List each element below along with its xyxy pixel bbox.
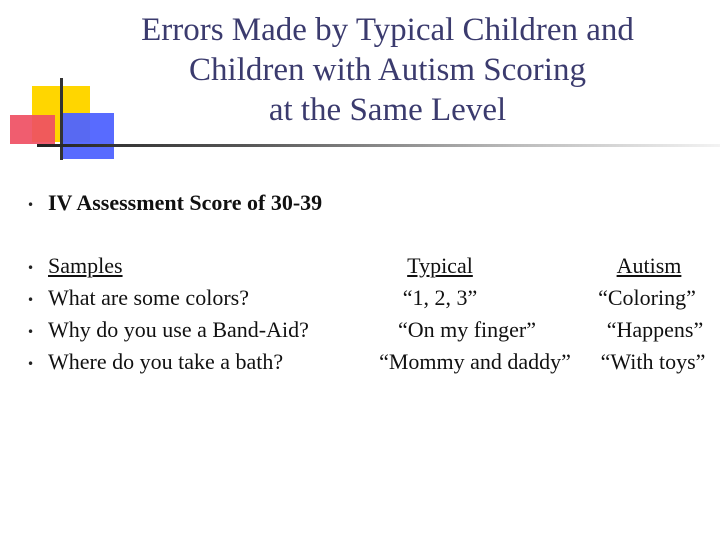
autism-answer: “Coloring” <box>598 285 696 310</box>
slide-title <box>90 10 685 130</box>
slide-title-line-3: at the Same Level <box>268 92 507 128</box>
autism-column-header: Autism <box>616 253 682 278</box>
autism-answer: “Happens” <box>606 317 704 342</box>
bullet-icon: • <box>27 198 35 212</box>
typical-answer: “On my finger” <box>397 317 537 342</box>
typical-column-header: Typical <box>407 253 473 278</box>
typical-answer: “1, 2, 3” <box>402 285 478 310</box>
sample-question: Where do you take a bath? <box>48 349 284 374</box>
bullet-icon: • <box>27 357 35 371</box>
bullet-icon: • <box>27 261 35 275</box>
bullet-icon: • <box>27 293 35 307</box>
slide-title-line-1: Errors Made by Typical Children and <box>141 12 634 48</box>
sample-question: What are some colors? <box>48 285 249 310</box>
autism-answer: “With toys” <box>600 349 706 374</box>
bullet-icon: • <box>27 325 35 339</box>
decorative-red-rectangle <box>10 115 55 144</box>
samples-column-header: Samples <box>48 253 123 278</box>
assessment-heading: IV Assessment Score of 30-39 <box>48 190 323 215</box>
sample-question: Why do you use a Band-Aid? <box>48 317 309 342</box>
slide-title-line-2: Children with Autism Scoring <box>189 52 586 88</box>
title-divider-line <box>37 144 720 147</box>
typical-answer: “Mommy and daddy” <box>379 349 571 374</box>
decorative-vertical-line <box>60 78 63 160</box>
